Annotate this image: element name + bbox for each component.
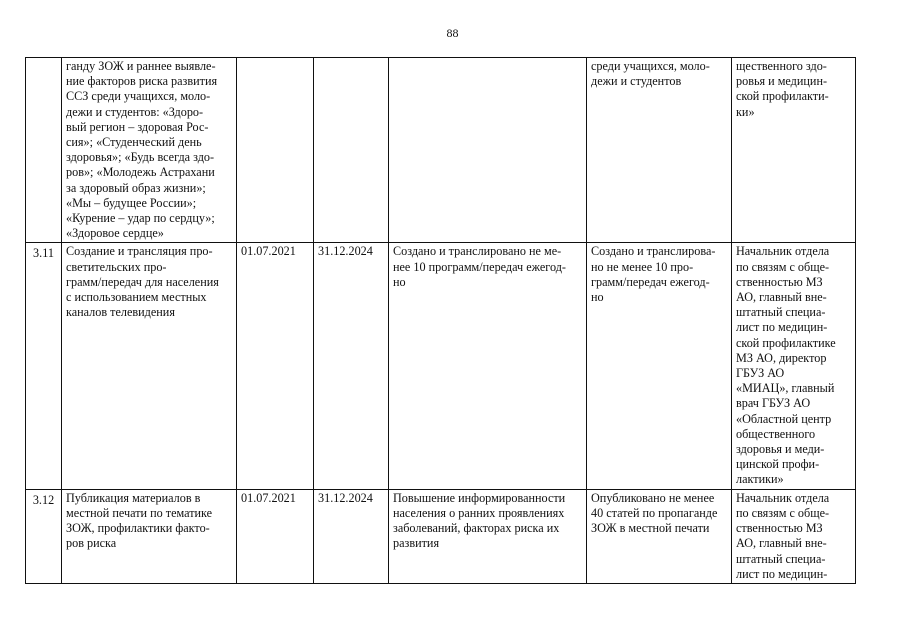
responsible: Начальник отдела по связям с обще- ственностью МЗ АО, главный вне- штатный специа- лист по медицин- ской профилактике МЗ АО, директор ГБУЗ АО «МИАЦ», главный врач ГБУЗ АО «Областной центр общественного здоровья и меди- цинской профи- лактики» [732, 243, 856, 489]
end-date [314, 58, 389, 243]
end-date: 31.12.2024 [314, 243, 389, 489]
table-row [26, 243, 856, 489]
indicator: Создано и транслирова- но не менее 10 про- грамм/передач ежегод- но [587, 243, 732, 489]
event-name: Публикация материалов в местной печати по тематике ЗОЖ, профилактики факто- ров риска [62, 489, 237, 583]
responsible: Начальник отдела по связям с обще- ственностью МЗ АО, главный вне- штатный специа- лист по медицин- [732, 489, 856, 583]
expected-result: Создано и транслировано не ме- нее 10 программ/передач ежегод- но [389, 243, 587, 489]
start-date: 01.07.2021 [237, 243, 314, 489]
event-name: Создание и трансляция про- светительских про- грамм/передач для населения с использованием местных каналов телевидения [62, 243, 237, 489]
end-date: 31.12.2024 [314, 489, 389, 583]
row-number [26, 58, 62, 243]
table-row [26, 489, 856, 583]
row-number: 3.12 [26, 489, 62, 583]
page-number: 88 [446, 26, 459, 40]
responsible: щественного здо- ровья и медицин- ской профилакти- ки» [732, 58, 856, 243]
row-number: 3.11 [26, 243, 62, 489]
event-name: ганду ЗОЖ и раннее выявле- ние факторов риска развития ССЗ среди учащихся, моло- дежи и студентов: «Здоро- вый регион – здоровая Рос- сия»; «Студенческий день здоровья»; «Будь всегда здо- ров»; «Молодежь Астрахани за здоровый образ жизни»; «Мы – будущее России»; «Курение – удар по сердцу»; «Здоровое сердце» [62, 58, 237, 243]
plan-table [25, 57, 856, 584]
start-date [237, 58, 314, 243]
indicator: Опубликовано не менее 40 статей по пропаганде ЗОЖ в местной печати [587, 489, 732, 583]
start-date: 01.07.2021 [237, 489, 314, 583]
expected-result [389, 58, 587, 243]
table-row [26, 58, 856, 243]
expected-result: Повышение информированности населения о ранних проявлениях заболеваний, факторах риска их развития [389, 489, 587, 583]
indicator: среди учащихся, моло- дежи и студентов [587, 58, 732, 243]
